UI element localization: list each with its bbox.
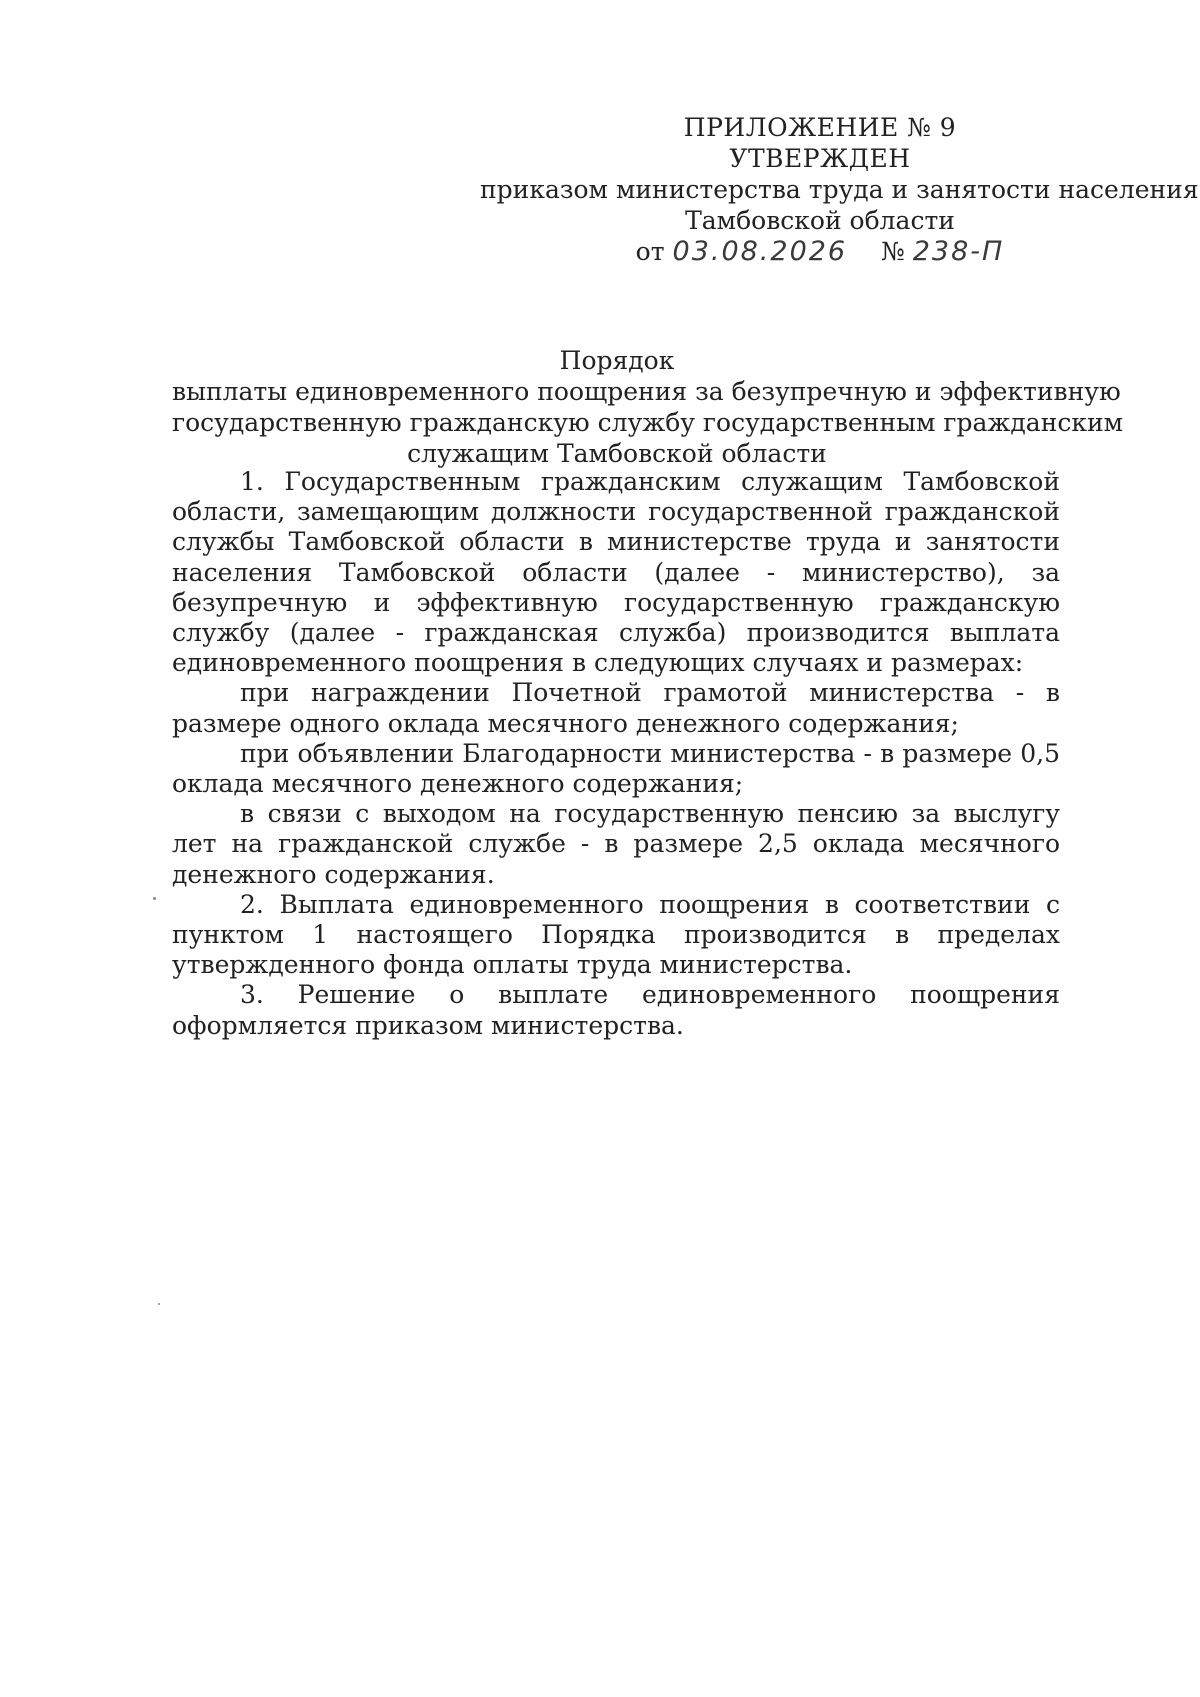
title-line-3: государственную гражданскую службу государственным гражданским xyxy=(172,408,1124,437)
paragraph-2: 2. Выплата единовременного поощрения в соответствии с пунктом 1 настоящего Порядка производится в пределах утвержденного фонда оплаты труда министерства. xyxy=(172,889,1060,980)
appendix-number: ПРИЛОЖЕНИЕ № 9 xyxy=(683,113,957,142)
approving-order-line-1: приказом министерства труда и занятости населения xyxy=(480,175,1199,204)
title-line-2: выплаты единовременного поощрения за безупречную и эффективную xyxy=(172,377,1121,406)
approved-label: УТВЕРЖДЕН xyxy=(729,144,911,173)
handwritten-order-number: 238-П xyxy=(912,236,1005,267)
approval-block xyxy=(480,112,1199,267)
paragraph-3: 3. Решение о выплате единовременного поощрения оформляется приказом министерства. xyxy=(172,980,1060,1040)
handwritten-date: 03.08.2026 xyxy=(672,236,848,267)
title-line-4: служащим Тамбовской области xyxy=(407,439,827,468)
document-body xyxy=(172,467,1060,1041)
number-prefix: № xyxy=(881,237,905,266)
paragraph-1: 1. Государственным гражданским служащим Тамбовской области, замещающим должности государственной гражданской службы Тамбовской области в министерстве труда и занятости населения Тамбовской области (далее - министерство), за безупречную и эффективную государственную гражданскую службу (далее - гражданская служба) производится выплата единовременного поощрения в следующих случаях и размерах: xyxy=(172,467,1060,678)
approving-order-line-2: Тамбовской области xyxy=(685,206,955,235)
title-line-1: Порядок xyxy=(559,346,675,375)
paragraph-1-case-2: при объявлении Благодарности министерства - в размере 0,5 оклада месячного денежного содержания; xyxy=(172,738,1060,799)
scan-speck xyxy=(153,897,156,900)
paragraph-1-case-3: в связи с выходом на государственную пенсию за выслугу лет на гражданской службе - в размере 2,5 оклада месячного денежного содержания. xyxy=(172,799,1060,889)
order-date-number-line xyxy=(480,236,1160,267)
date-prefix: от xyxy=(635,237,665,266)
document-title xyxy=(172,345,1124,469)
scan-speck xyxy=(158,1303,160,1305)
paragraph-1-case-1: при награждении Почетной грамотой министерства - в размере одного оклада месячного денежного содержания; xyxy=(172,678,1060,738)
